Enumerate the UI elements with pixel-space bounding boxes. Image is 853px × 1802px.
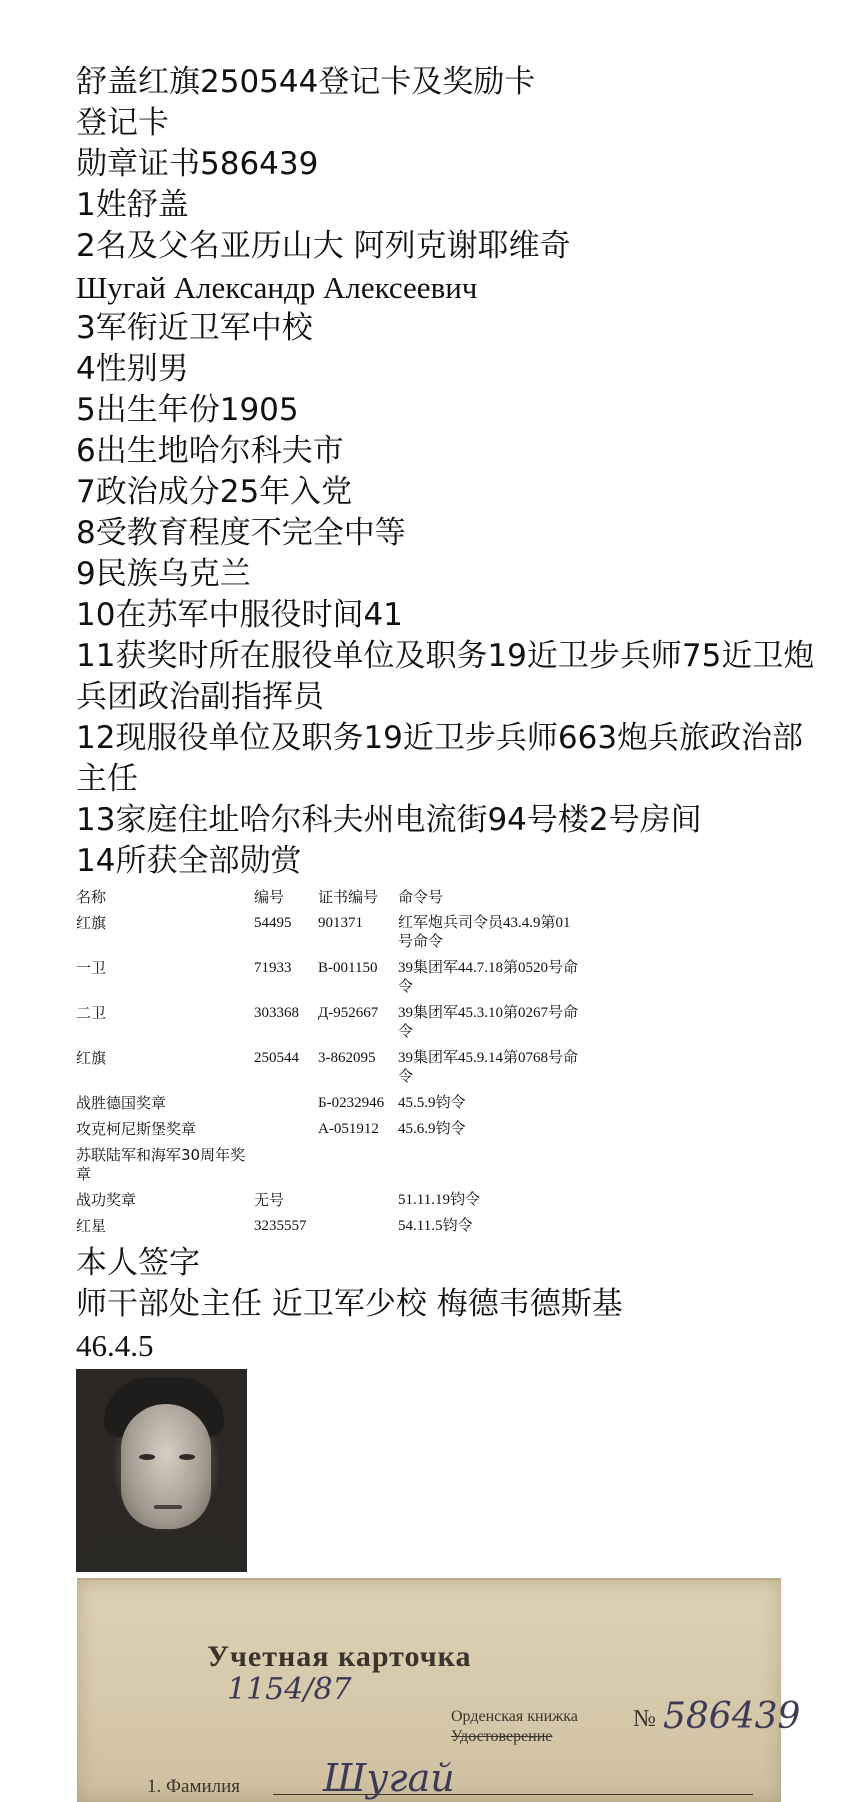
card-handwritten-cert-number: 586439 [663,1696,801,1737]
table-row [76,914,816,952]
header-name: 名称 [76,888,107,906]
card-udost-label: Удостоверение [451,1728,553,1745]
cell-order: 54.11.5钧令 [398,1218,473,1234]
field-surname: 1姓舒盖 [76,187,189,223]
cell-award: 红旗 [76,914,107,932]
card-handwritten-number: 1154/87 [227,1672,352,1707]
field-awards: 14所获全部勋赏 [76,843,302,879]
table-row [76,1120,816,1139]
russian-full-name: Шугай Александр Алексеевич [76,270,478,305]
cell-award: 一卫 [76,959,107,977]
cell-cert: B-001150 [318,960,378,976]
cell-cert: 901371 [318,915,363,931]
table-row [76,1146,816,1184]
cell-order: 39集团军45.9.14第0768号命令 [398,1050,579,1085]
self-signature: 本人签字 [76,1245,200,1281]
awards-table [76,888,816,1236]
photo-uniform [76,1534,247,1572]
table-row [76,1217,816,1236]
cell-cert: Б-0232946 [318,1095,385,1111]
card-title: Учетная карточка [207,1640,472,1673]
doc-title: 舒盖红旗250544登记卡及奖励卡 [76,64,536,100]
document-body [76,62,816,1366]
photo-mouth [154,1505,182,1509]
cell-order: 45.5.9钧令 [398,1095,466,1111]
medal-certificate: 勋章证书586439 [76,146,319,182]
table-header [76,888,816,907]
photo-face [121,1404,211,1529]
field-unit-at-award: 11获奖时所在服役单位及职务19近卫步兵师75近卫炮兵团政治副指挥员 [76,638,815,715]
field-rank: 3军衔近卫军中校 [76,310,313,346]
cell-cert: Д-952667 [318,1005,379,1021]
card-no-label: № [633,1706,656,1732]
section-registration-card: 登记卡 [76,105,169,141]
cell-number: 3235557 [254,1218,307,1234]
field-nationality: 9民族乌克兰 [76,556,251,592]
field-party: 7政治成分25年入党 [76,474,353,510]
cell-award: 战胜德国奖章 [76,1094,167,1112]
card-orden-label: Орденская книжка [451,1708,578,1725]
header-cert-number: 证书编号 [318,888,379,906]
cell-number: 71933 [254,960,292,976]
header-number: 编号 [254,888,285,906]
header-order: 命令号 [398,888,444,906]
cell-order: 39集团军44.7.18第0520号命令 [398,960,579,995]
card-surname-label: 1. Фамилия [147,1776,241,1797]
cell-award: 攻克柯尼斯堡奖章 [76,1120,197,1138]
cell-number: 303368 [254,1005,299,1021]
cell-number: 无号 [254,1191,285,1209]
field-home-address: 13家庭住址哈尔科夫州电流街94号楼2号房间 [76,802,702,838]
table-row [76,959,816,997]
field-service-time: 10在苏军中服役时间41 [76,597,403,633]
table-row [76,1004,816,1042]
photo-eye-right [179,1454,195,1460]
cell-award: 二卫 [76,1004,107,1022]
table-row [76,1094,816,1113]
portrait-photo [76,1369,247,1572]
table-row [76,1191,816,1210]
field-current-unit: 12现服役单位及职务19近卫步兵师663炮兵旅政治部主任 [76,720,804,797]
field-birthplace: 6出生地哈尔科夫市 [76,433,344,469]
cell-award: 红星 [76,1217,107,1235]
cell-number: 250544 [254,1050,299,1066]
cell-number: 54495 [254,915,292,931]
field-education: 8受教育程度不完全中等 [76,515,406,551]
scanned-registration-card [77,1578,801,1802]
cell-cert: 3-862095 [318,1050,376,1066]
signature-date: 46.4.5 [76,1328,154,1363]
cell-award: 战功奖章 [76,1191,137,1209]
field-sex: 4性别男 [76,351,189,387]
cell-order: 39集团军45.3.10第0267号命令 [398,1005,579,1040]
cell-order: 51.11.19钧令 [398,1192,480,1208]
cell-order: 红军炮兵司令员43.4.9第01号命令 [398,915,571,950]
field-name-patronymic: 2名及父名亚历山大 阿列克谢耶维奇 [76,228,571,264]
field-birth-year: 5出生年份1905 [76,392,299,428]
photo-eye-left [139,1454,155,1460]
officer-signature: 师干部处主任 近卫军少校 梅德韦德斯基 [76,1286,623,1322]
cell-award: 红旗 [76,1049,107,1067]
cell-cert: A-051912 [318,1121,379,1137]
cell-award: 苏联陆军和海军30周年奖章 [76,1146,246,1183]
table-row [76,1049,816,1087]
card-handwritten-surname: Шугай [323,1756,455,1800]
cell-order: 45.6.9钧令 [398,1121,466,1137]
